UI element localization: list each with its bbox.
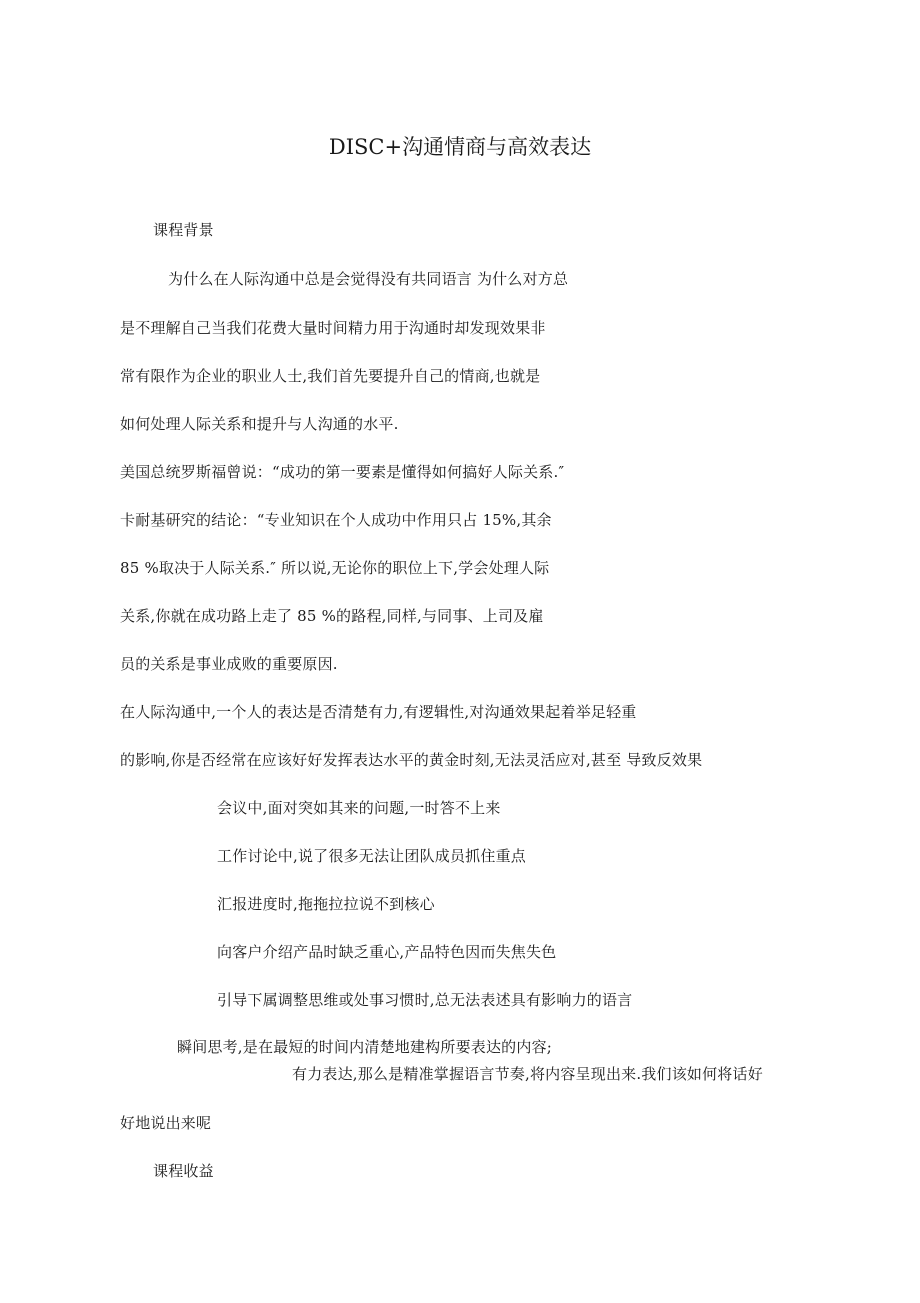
paragraph-line: 的影响,你是否经常在应该好好发挥表达水平的黄金时刻,无法灵活应对,甚至 导致反效果: [120, 751, 703, 769]
paragraph-line: 美国总统罗斯福曾说：“成功的第一要素是懂得如何搞好人际关系.″: [120, 463, 565, 481]
paragraph-line: 关系,你就在成功路上走了 85 %的路程,同样,与同事、上司及雇: [120, 607, 544, 625]
paragraph-line: 卡耐基研究的结论：“专业知识在个人成功中作用只占 15%,其余: [120, 511, 552, 529]
paragraph-line: 好地说出来呢: [120, 1114, 212, 1132]
section-heading-benefits: 课程收益: [153, 1162, 214, 1180]
paragraph-line: 员的关系是事业成败的重要原因.: [120, 655, 338, 673]
list-item: 会议中,面对突如其来的问题,一时答不上来: [217, 799, 501, 817]
list-item: 向客户介绍产品时缺乏重心,产品特色因而失焦失色: [217, 943, 557, 961]
document-title: DISC+沟通情商与高效表达: [328, 135, 592, 159]
paragraph-line: 有力表达,那么是精准掌握语言节奏,将内容呈现出来.我们该如何将话好: [292, 1065, 763, 1083]
paragraph-line: 在人际沟通中,一个人的表达是否清楚有力,有逻辑性,对沟通效果起着举足轻重: [120, 703, 637, 721]
paragraph-line: 常有限作为企业的职业人士,我们首先要提升自己的情商,也就是: [120, 367, 541, 385]
list-item: 引导下属调整思维或处事习惯时,总无法表述具有影响力的语言: [217, 991, 633, 1009]
section-heading-background: 课程背景: [153, 221, 214, 239]
paragraph-line: 如何处理人际关系和提升与人沟通的水平.: [120, 415, 399, 433]
list-item: 汇报进度时,拖拖拉拉说不到核心: [217, 895, 435, 913]
paragraph-line: 瞬间思考,是在最短的时间内清楚地建构所要表达的内容;: [177, 1038, 553, 1056]
paragraph-line: 是不理解自己当我们花费大量时间精力用于沟通时却发现效果非: [120, 319, 546, 337]
paragraph-line: 为什么在人际沟通中总是会觉得没有共同语言 为什么对方总: [168, 270, 569, 288]
paragraph-line: 85 %取决于人际关系.″ 所以说,无论你的职位上下,学会处理人际: [120, 559, 550, 577]
list-item: 工作讨论中,说了很多无法让团队成员抓住重点: [217, 847, 526, 865]
